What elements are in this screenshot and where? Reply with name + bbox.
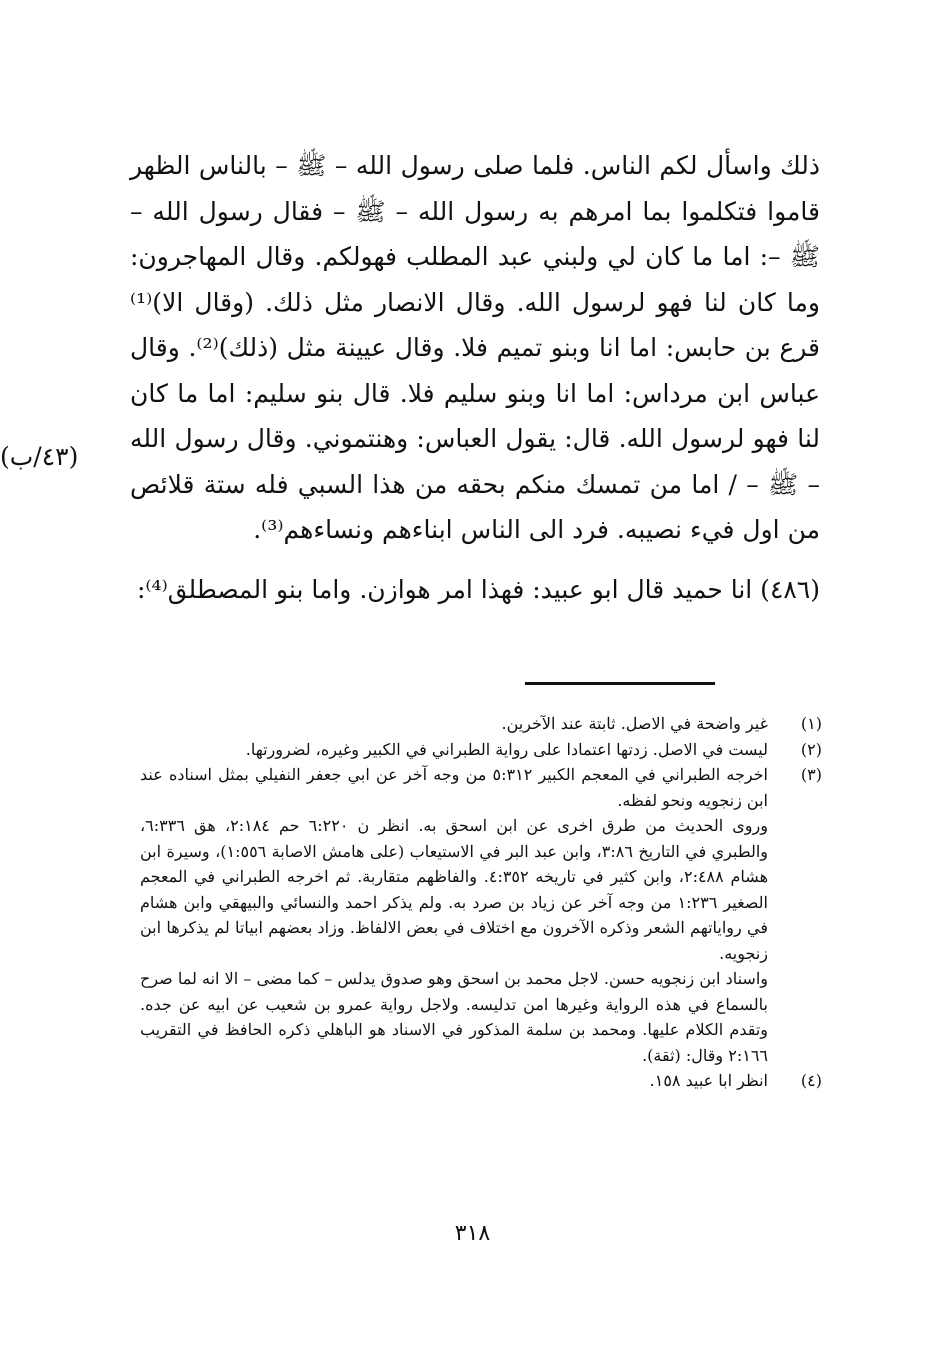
main-text (130, 143, 820, 612)
footnote-text: وروى الحديث من طرق اخرى عن ابن اسحق به. انظر ن ٦:٢٢٠ حم ٢:١٨٤، هق ٦:٣٣٦، والطبري في التاريخ ٣:٨٦، وابن عبد البر في الاستيعاب (على هامش الاصابة ١:٥٥٦)، وسيرة ابن هشام ٢:٤٨٨، وابن كثير في تاريخه ٤:٣٥٢. والفاظهم متقاربة. ثم اخرجه الطبراني في المعجم الصغير ١:٢٣٦ من وجه آخر عن زياد بن صرد به. ولم يذكر احمد والنسائي والبيهقي وابن هشام في رواياتهم الشعر وذكره الآخرون مع اختلاف في بعض الالفاظ. وزاد بعضهم ابياتا لم يذكرها ابن زنجويه. (140, 816, 769, 963)
footnote-text: اخرجه الطبراني في المعجم الكبير ٥:٣١٢ من وجه آخر عن ابي جعفر النفيلي بمثل اسناده عند ابن زنجويه ونحو لفظه. (140, 765, 768, 810)
footnote-text: واسناد ابن زنجويه حسن. لاجل محمد بن اسحق وهو صدوق يدلس – كما مضى – الا انه لما صرح بالسماع في هذه الرواية وغيرها امن تدليسه. ولاجل رواية عمرو بن شعيب عن ابيه عن جده. وتقدم الكلام عليها. ومحمد بن سلمة المذكور في الاسناد هو الباهلي ذكره الحافظ في التقريب ٢:١٦٦ وقال: (ثقة). (140, 969, 769, 1065)
paragraph-1: ذلك واسأل لكم الناس. فلما صلى رسول الله – ﷺ – بالناس الظهر قاموا فتكلموا بما امرهم به رسول الله – ﷺ – فقال رسول الله – ﷺ –: اما ما كان لي ولبني عبد المطلب فهولكم. وقال المهاجرون: وما كان لنا فهو لرسول الله. وقال الانصار مثل ذلك. (وقال الا)⁽¹⁾ قرع بن حابس: اما انا وبنو تميم فلا. وقال عيينة مثل (ذلك)⁽²⁾. وقال عباس ابن مرداس: اما انا وبنو سليم فلا. قال بنو سليم: اما ما كان لنا فهو لرسول الله. قال: يقول العباس: وهنتموني. وقال رسول الله – ﷺ – / اما من تمسك منكم بحقه من هذا السبي فله ستة قلائص من اول فيء نصيبه. فرد الى الناس ابناءهم ونساءهم⁽³⁾. (130, 151, 820, 544)
footnote-text: غير واضحة في الاصل. ثابتة عند الآخرين. (501, 714, 768, 733)
paragraph-486: (٤٨٦) انا حميد قال ابو عبيد: فهذا امر هوازن. واما بنو المصطلق⁽⁴⁾: (136, 574, 820, 604)
footnote-number: (٣) (800, 765, 822, 784)
manuscript-folio-marker: (٤٣/ب) (0, 442, 79, 471)
footnote-text: انظر ابا عبيد ١٥٨. (649, 1071, 768, 1090)
footnote-number: (١) (800, 714, 822, 733)
footnote-4 (140, 1068, 822, 1094)
footnote-3-continued (140, 966, 822, 1068)
footnotes (140, 711, 822, 1094)
footnote-number: (٢) (800, 739, 822, 759)
page-number: ٣١٨ (454, 1221, 491, 1246)
footnote-separator (525, 682, 715, 685)
footnote-2 (140, 737, 822, 763)
footnote-text: ليست في الاصل. زدتها اعتمادا على رواية الطبراني في الكبير وغيره، لضرورتها. (245, 739, 768, 759)
footnote-number: (٤) (800, 1071, 822, 1090)
footnote-3-continued (140, 813, 822, 966)
footnote-3 (140, 762, 822, 813)
footnote-1 (140, 711, 822, 737)
